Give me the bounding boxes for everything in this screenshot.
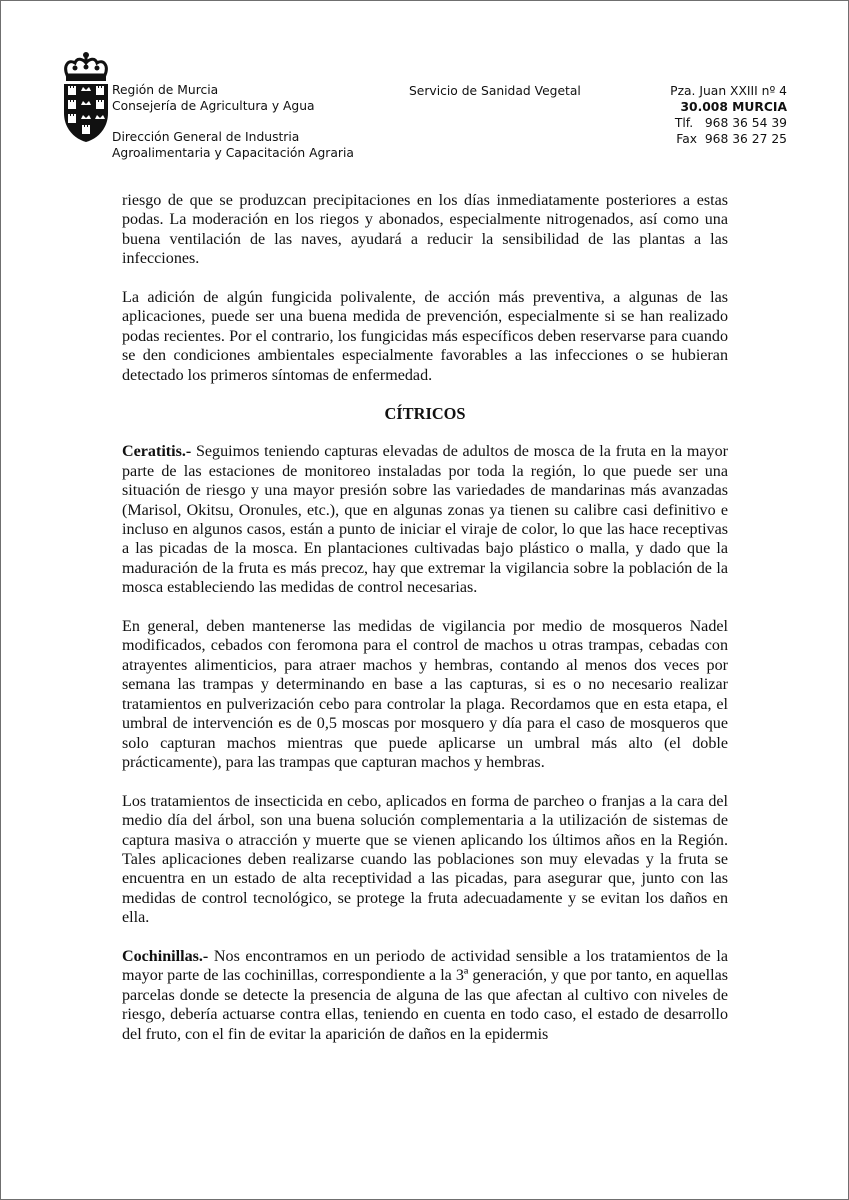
document-body	[122, 191, 728, 1063]
address-fax: Fax 968 36 27 25	[676, 132, 787, 146]
ministry-name: Consejería de Agricultura y Agua	[112, 99, 315, 113]
paragraph-tratamientos-cebo: Los tratamientos de insecticida en cebo, aplicados en forma de parcheo o franjas a la cara del medio día del árbol, son una buena solución complementaria a la utilización de sistemas de captura masiva o atracción y muerte que se vienen aplicando los últimos años en la Región. Tales aplicaciones deben realizarse cuando las poblaciones son muy elevadas y la fruta se encuentra en un estado de alta receptividad a las picadas, para asegurar que, junto con las medidas de control tecnológico, se protege la fruta adecuadamente y se evitan los daños en ella.	[122, 792, 728, 927]
cochinillas-label: Cochinillas.-	[122, 947, 209, 965]
ceratitis-label: Ceratitis.-	[122, 443, 192, 461]
paragraph-ceratitis	[122, 442, 728, 597]
header-address-block	[641, 83, 787, 147]
paragraph-cochinillas	[122, 947, 728, 1044]
header-organization-block	[112, 82, 354, 161]
directorate-name-line-2: Agroalimentaria y Capacitación Agraria	[112, 146, 354, 160]
address-phone: Tlf. 968 36 54 39	[674, 116, 787, 130]
cochinillas-text: Nos encontramos en un periodo de actividad sensible a los tratamientos de la mayor parte de las cochinillas, correspondiente a la 3ª generación, y que por tanto, en aquellas parcelas donde se detecte la presencia de alguna de las que afectan al cultivo con niveles de riesgo, debería actuarse contra ellas, teniendo en cuenta en todo caso, el estado de desarrollo del fruto, con el fin de evitar la aparición de daños en la epidermis	[122, 947, 728, 1043]
address-street: Pza. Juan XXIII nº 4	[670, 84, 787, 98]
ceratitis-text: Seguimos teniendo capturas elevadas de adultos de mosca de la fruta en la mayor parte de las estaciones de monitoreo instaladas por toda la región, lo que puede ser una situación de riesgo y una mayor presión sobre las variedades de mandarinas más avanzadas (Marisol, Okitsu, Oronules, etc.), que en algunas zonas ya tienen su calibre casi definitivo e incluso en algunos casos, están a punto de iniciar el viraje de color, lo que las hace receptivas a las picadas de la mosca. En plantaciones cultivadas bajo plástico o malla, y dado que la maduración de la fruta es más precoz, hay que extremar la vigilancia sobre la población de la mosca estableciendo las medidas de control necesarias.	[122, 443, 728, 597]
paragraph-fungicidas: La adición de algún fungicida polivalente, de acción más preventiva, a algunas de las aplicaciones, puede ser una buena medida de prevención, especialmente si se han realizado podas recientes. Por el contrario, los fungicidas más específicos deben reservarse para cuando se den condiciones ambientales especialmente favorables a las infecciones o se hubieran detectado los primeros síntomas de enfermedad.	[122, 289, 728, 384]
region-name: Región de Murcia	[112, 83, 219, 97]
address-city: 30.008 MURCIA	[680, 100, 787, 114]
paragraph-vigilancia: En general, deben mantenerse las medidas de vigilancia por medio de mosqueros Nadel modificados, cebados con feromona para el control de machos u otras trampas, cebadas con atrayentes alimenticios, para atraer machos y hembras, contando al menos dos veces por semana las trampas y determinando en base a las capturas, si es o no necesario realizar tratamientos en pulverización cebo para controlar la plaga. Recordamos que en esta etapa, el umbral de intervención es de 0,5 moscas por mosquero y día para el caso de mosqueros que solo capturan machos mientras que puede aplicarse un umbral más alto (el doble prácticamente), para las trampas que capturan machos y hembras.	[122, 618, 728, 771]
region-coat-of-arms-icon	[61, 51, 111, 143]
directorate-name: Dirección General de Industria	[112, 130, 300, 144]
paragraph-podas: riesgo de que se produzcan precipitaciones en los días inmediatamente posteriores a estas podas. La moderación en los riegos y abonados, especialmente nitrogenados, así como una buena ventilación de las naves, ayudará a reducir la sensibilidad de las plantas a las infecciones.	[122, 192, 728, 268]
section-heading-citricos: CÍTRICOS	[384, 404, 466, 424]
service-name: Servicio de Sanidad Vegetal	[409, 84, 581, 98]
